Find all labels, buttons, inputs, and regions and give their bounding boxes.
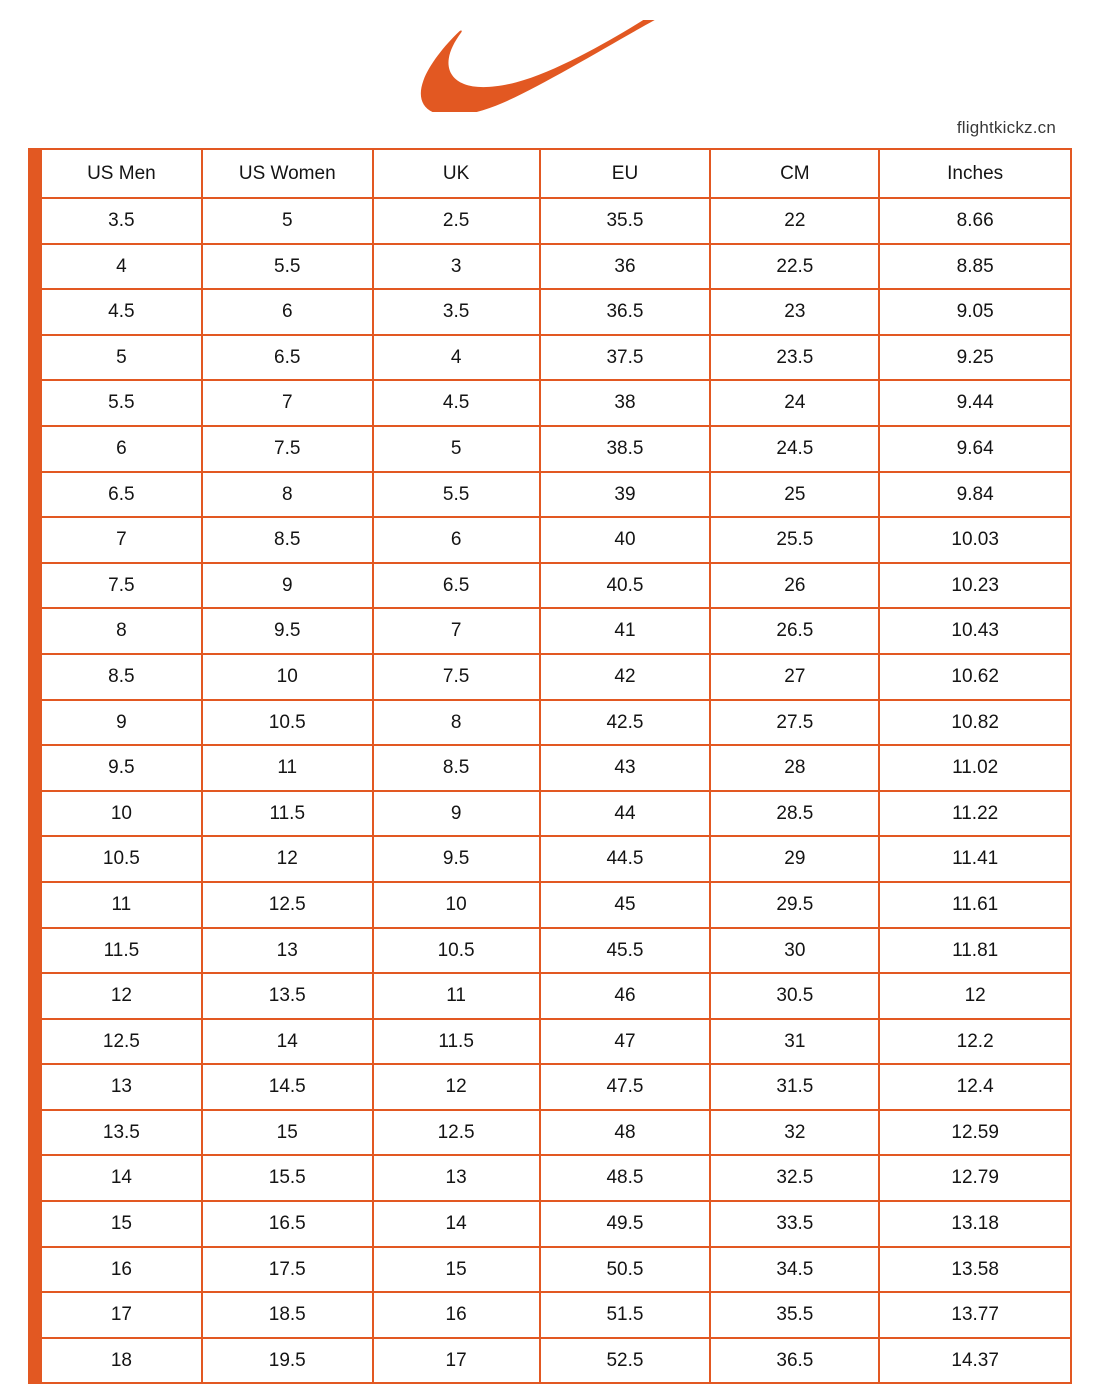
table-row [35,335,1071,381]
cell-cm: 32.5 [710,1155,879,1201]
cell-us-women: 6.5 [202,335,373,381]
cell-inches: 12.79 [879,1155,1071,1201]
cell-eu: 42.5 [540,700,711,746]
cell-inches: 13.58 [879,1247,1071,1293]
cell-inches: 8.85 [879,244,1071,290]
cell-inches: 14.37 [951,1349,999,1371]
column-header-uk: UK [373,149,540,198]
cell-cm: 25 [710,472,879,518]
cell-us-women: 7.5 [202,426,373,472]
cell-us-women: 13 [202,928,373,974]
table-row [35,380,1071,426]
cell-inches: 12 [879,973,1071,1019]
cell-us-men: 18 [35,1338,202,1384]
cell-us-women: 7 [202,380,373,426]
cell-eu: 43 [540,745,711,791]
cell-us-men: 14 [35,1155,202,1201]
table-row [35,1247,1071,1293]
cell-uk: 12.5 [373,1110,540,1156]
cell-cm: 29.5 [710,882,879,928]
cell-us-men: 3.5 [35,198,202,244]
cell-uk: 4 [373,335,540,381]
cell-us-men: 6.5 [35,472,202,518]
cell-uk: 10.5 [373,928,540,974]
cell-us-men: 5 [35,335,202,381]
cell-us-women: 15 [202,1110,373,1156]
cell-us-women: 5 [202,198,373,244]
nike-swoosh-icon [420,20,680,112]
cell-eu: 46 [540,973,711,1019]
table-row [35,1155,1071,1201]
cell-eu: 42 [540,654,711,700]
table-row [35,1064,1071,1110]
table-row [35,1019,1071,1065]
cell-uk: 15 [373,1247,540,1293]
cell-cm: 23 [710,289,879,335]
cell-us-men: 11 [35,882,202,928]
cell-inches: 10.23 [879,563,1071,609]
cell-inches: 9.84 [879,472,1071,518]
cell-cm: 27 [710,654,879,700]
cell-inches: 12.4 [879,1064,1071,1110]
cell-cm: 33.5 [710,1201,879,1247]
cell-inches: 12.59 [879,1110,1071,1156]
table-row [35,1110,1071,1156]
brand-logo [0,0,1100,118]
column-header-us-women: US Women [202,149,373,198]
cell-eu: 47.5 [540,1064,711,1110]
cell-eu: 44.5 [540,836,711,882]
cell-us-men: 17 [35,1292,202,1338]
cell-us-men: 8 [35,608,202,654]
cell-us-women: 9.5 [202,608,373,654]
cell-inches: 10.43 [879,608,1071,654]
cell-us-women: 11 [202,745,373,791]
cell-us-men: 11.5 [35,928,202,974]
cell-inches: 10.62 [879,654,1071,700]
cell-us-women: 15.5 [202,1155,373,1201]
cell-eu: 38 [540,380,711,426]
cell-eu: 41 [540,608,711,654]
table-row [35,198,1071,244]
table-row [35,791,1071,837]
cell-eu: 36 [540,244,711,290]
cell-us-women: 8 [202,472,373,518]
cell-eu: 39 [540,472,711,518]
cell-uk: 7.5 [373,654,540,700]
cell-cm: 35.5 [710,1292,879,1338]
cell-eu: 51.5 [540,1292,711,1338]
cell-eu: 45.5 [540,928,711,974]
cell-us-women: 18.5 [202,1292,373,1338]
cell-us-women: 12.5 [202,882,373,928]
table-row [35,1292,1071,1338]
cell-cm: 30 [710,928,879,974]
cell-us-men: 9.5 [35,745,202,791]
table-row [35,517,1071,563]
cell-eu: 45 [540,882,711,928]
cell-us-men: 5.5 [35,380,202,426]
cell-inches: 11.61 [879,882,1071,928]
column-header-inches: Inches [879,149,1071,198]
cell-uk: 9 [373,791,540,837]
cell-cm: 31.5 [710,1064,879,1110]
cell-inches: 10.03 [879,517,1071,563]
cell-us-men: 9 [35,700,202,746]
table-row [35,472,1071,518]
cell-us-men: 7 [35,517,202,563]
cell-us-men: 13 [35,1064,202,1110]
table-row [35,928,1071,974]
column-header-us-men: US Men [35,149,202,198]
cell-us-women: 8.5 [202,517,373,563]
cell-cm: 31 [710,1019,879,1065]
cell-uk: 5.5 [373,472,540,518]
cell-inches: 13.18 [879,1201,1071,1247]
table-row [35,700,1071,746]
cell-uk: 8 [373,700,540,746]
cell-us-men: 4.5 [35,289,202,335]
cell-uk: 2.5 [373,198,540,244]
cell-us-women: 10 [202,654,373,700]
cell-eu: 38.5 [540,426,711,472]
cell-cm: 29 [710,836,879,882]
cell-inches: 10.82 [879,700,1071,746]
table-row [35,244,1071,290]
column-header-cm: CM [710,149,879,198]
cell-us-men: 6 [35,426,202,472]
cell-us-women: 13.5 [202,973,373,1019]
cell-eu: 44 [540,791,711,837]
cell-uk: 3 [373,244,540,290]
watermark-text: flightkickz.cn [956,118,1056,137]
cell-us-women: 10.5 [202,700,373,746]
cell-us-women: 12 [202,836,373,882]
cell-inches: 13.77 [879,1292,1071,1338]
cell-us-women: 16.5 [202,1201,373,1247]
table-row [35,654,1071,700]
cell-uk: 7 [373,608,540,654]
cell-inches: 11.81 [879,928,1071,974]
cell-cm: 24.5 [710,426,879,472]
cell-us-men: 10 [35,791,202,837]
cell-cm: 23.5 [710,335,879,381]
cell-cm: 26 [710,563,879,609]
table-header-row [35,149,1071,198]
cell-cm: 32 [710,1110,879,1156]
table-row [35,973,1071,1019]
cell-uk: 17 [373,1338,540,1384]
table-row [35,745,1071,791]
cell-uk: 12 [373,1064,540,1110]
cell-uk: 6.5 [373,563,540,609]
cell-us-men: 8.5 [35,654,202,700]
cell-uk: 14 [373,1201,540,1247]
cell-us-women: 19.5 [202,1338,373,1384]
cell-cm: 24 [710,380,879,426]
cell-uk: 9.5 [373,836,540,882]
cell-eu: 49.5 [540,1201,711,1247]
cell-eu: 52.5 [540,1338,711,1384]
cell-uk: 10 [373,882,540,928]
cell-us-men: 16 [35,1247,202,1293]
cell-us-men: 10.5 [35,836,202,882]
cell-inches: 12.2 [879,1019,1071,1065]
cell-cm: 30.5 [710,973,879,1019]
cell-eu: 47 [540,1019,711,1065]
cell-cm: 27.5 [710,700,879,746]
cell-cm: 28.5 [710,791,879,837]
cell-uk: 11.5 [373,1019,540,1065]
cell-eu: 48 [540,1110,711,1156]
cell-uk: 4.5 [373,380,540,426]
cell-eu: 37.5 [540,335,711,381]
size-table-container [28,148,1072,1384]
table-row [35,289,1071,335]
table-row [35,1338,1071,1384]
cell-us-women: 17.5 [202,1247,373,1293]
cell-uk: 16 [373,1292,540,1338]
cell-uk: 5 [373,426,540,472]
cell-eu: 50.5 [540,1247,711,1293]
cell-eu: 35.5 [540,198,711,244]
cell-us-men: 12.5 [35,1019,202,1065]
cell-cm: 22.5 [710,244,879,290]
cell-us-women: 9 [202,563,373,609]
cell-eu: 40 [540,517,711,563]
cell-inches: 9.44 [879,380,1071,426]
cell-cm: 36.5 [710,1338,879,1384]
cell-inches: 11.02 [879,745,1071,791]
cell-us-men: 12 [35,973,202,1019]
cell-us-women: 11.5 [202,791,373,837]
cell-uk: 11 [373,973,540,1019]
cell-us-men: 7.5 [35,563,202,609]
table-row [35,426,1071,472]
table-row [35,1201,1071,1247]
cell-cm: 28 [710,745,879,791]
cell-inches: 9.05 [879,289,1071,335]
cell-uk: 8.5 [373,745,540,791]
table-row [35,608,1071,654]
cell-inches: 8.66 [879,198,1071,244]
column-header-eu: EU [540,149,711,198]
cell-us-women: 5.5 [202,244,373,290]
table-row [35,882,1071,928]
cell-us-men: 15 [35,1201,202,1247]
cell-us-women: 14.5 [202,1064,373,1110]
shoe-size-table [28,148,1072,1384]
cell-eu: 48.5 [540,1155,711,1201]
cell-uk: 13 [373,1155,540,1201]
cell-inches: 11.41 [879,836,1071,882]
cell-cm: 22 [710,198,879,244]
table-body [35,198,1071,1383]
cell-us-women: 14 [202,1019,373,1065]
cell-uk: 3.5 [373,289,540,335]
cell-cm: 26.5 [710,608,879,654]
cell-cm: 25.5 [710,517,879,563]
cell-uk: 6 [373,517,540,563]
cell-inches: 9.64 [879,426,1071,472]
cell-inches: 9.25 [879,335,1071,381]
table-row [35,836,1071,882]
table-row [35,563,1071,609]
cell-cm: 34.5 [710,1247,879,1293]
cell-us-women: 6 [202,289,373,335]
cell-us-men: 4 [35,244,202,290]
cell-eu: 36.5 [540,289,711,335]
cell-eu: 40.5 [540,563,711,609]
cell-inches: 11.22 [879,791,1071,837]
cell-us-men: 13.5 [35,1110,202,1156]
